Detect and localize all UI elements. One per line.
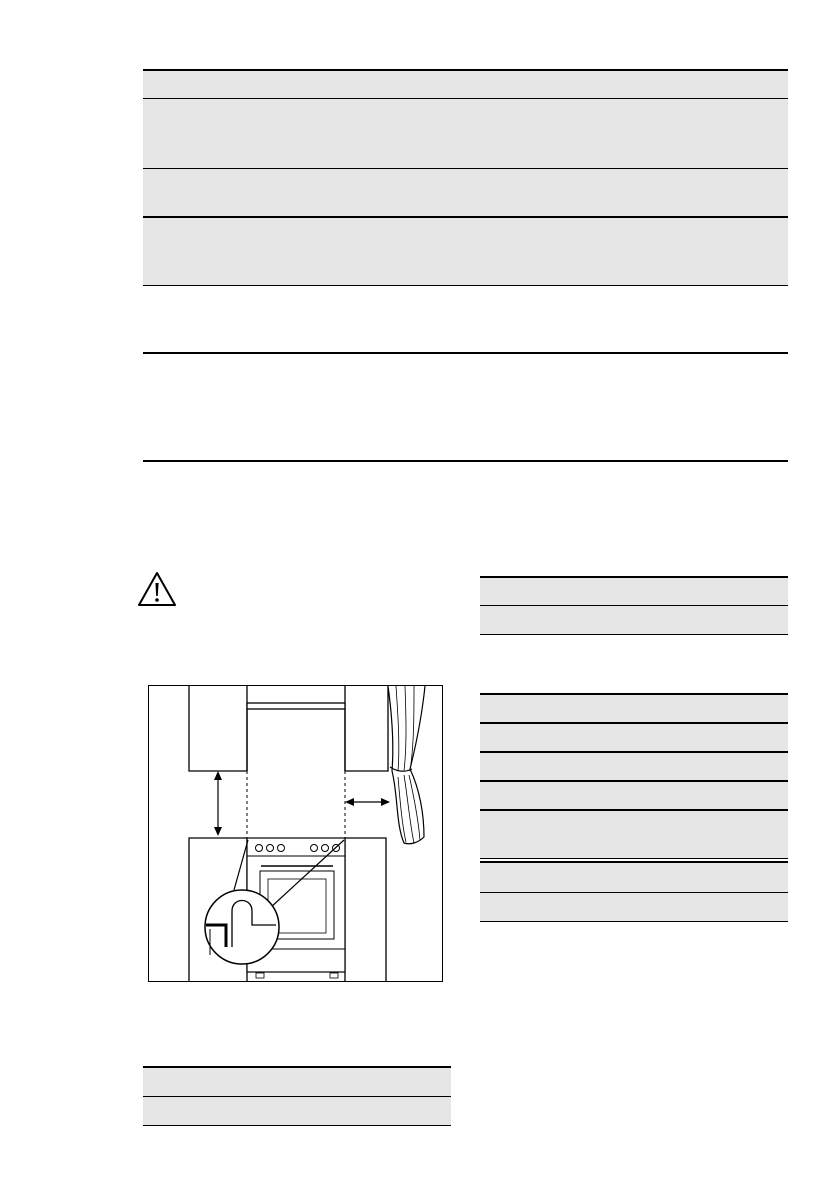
- top-table-row: [143, 353, 788, 460]
- table-rule: [143, 460, 788, 462]
- table-rule: [480, 634, 788, 635]
- table-row: [480, 694, 788, 722]
- table-rule: [480, 780, 788, 782]
- table-rule: [480, 921, 788, 922]
- table-rule: [143, 168, 788, 169]
- table-rule: [480, 751, 788, 753]
- warning-triangle-icon: [137, 571, 177, 607]
- table-row: [480, 893, 788, 921]
- top-table-row: [143, 70, 788, 99]
- table-rule: [480, 892, 788, 893]
- table-row: [480, 723, 788, 751]
- table-rule: [143, 352, 788, 354]
- table-row: [480, 781, 788, 809]
- table-row: [480, 752, 788, 780]
- table-rule: [143, 98, 788, 99]
- top-table-row: [143, 286, 788, 352]
- table-row: [480, 810, 788, 858]
- cooker-installation-figure: [148, 685, 443, 982]
- table-rule: [480, 693, 788, 695]
- table-rule: [143, 216, 788, 218]
- table-rule: [480, 722, 788, 724]
- table-row: [143, 1097, 451, 1125]
- table-rule: [480, 809, 788, 811]
- table-rule: [143, 285, 788, 286]
- table-rule: [480, 858, 788, 859]
- table-row: [480, 606, 788, 634]
- table-rule: [143, 69, 788, 71]
- table-rule: [143, 1125, 451, 1126]
- table-rule: [480, 576, 788, 578]
- table-row: [143, 1067, 451, 1096]
- top-table-row: [143, 169, 788, 216]
- table-row: [480, 863, 788, 892]
- table-rule: [143, 1096, 451, 1097]
- table-row: [480, 577, 788, 605]
- table-rule: [480, 861, 788, 863]
- table-rule: [480, 605, 788, 606]
- top-table-row: [143, 99, 788, 168]
- table-rule: [143, 1066, 451, 1068]
- top-table-row: [143, 217, 788, 285]
